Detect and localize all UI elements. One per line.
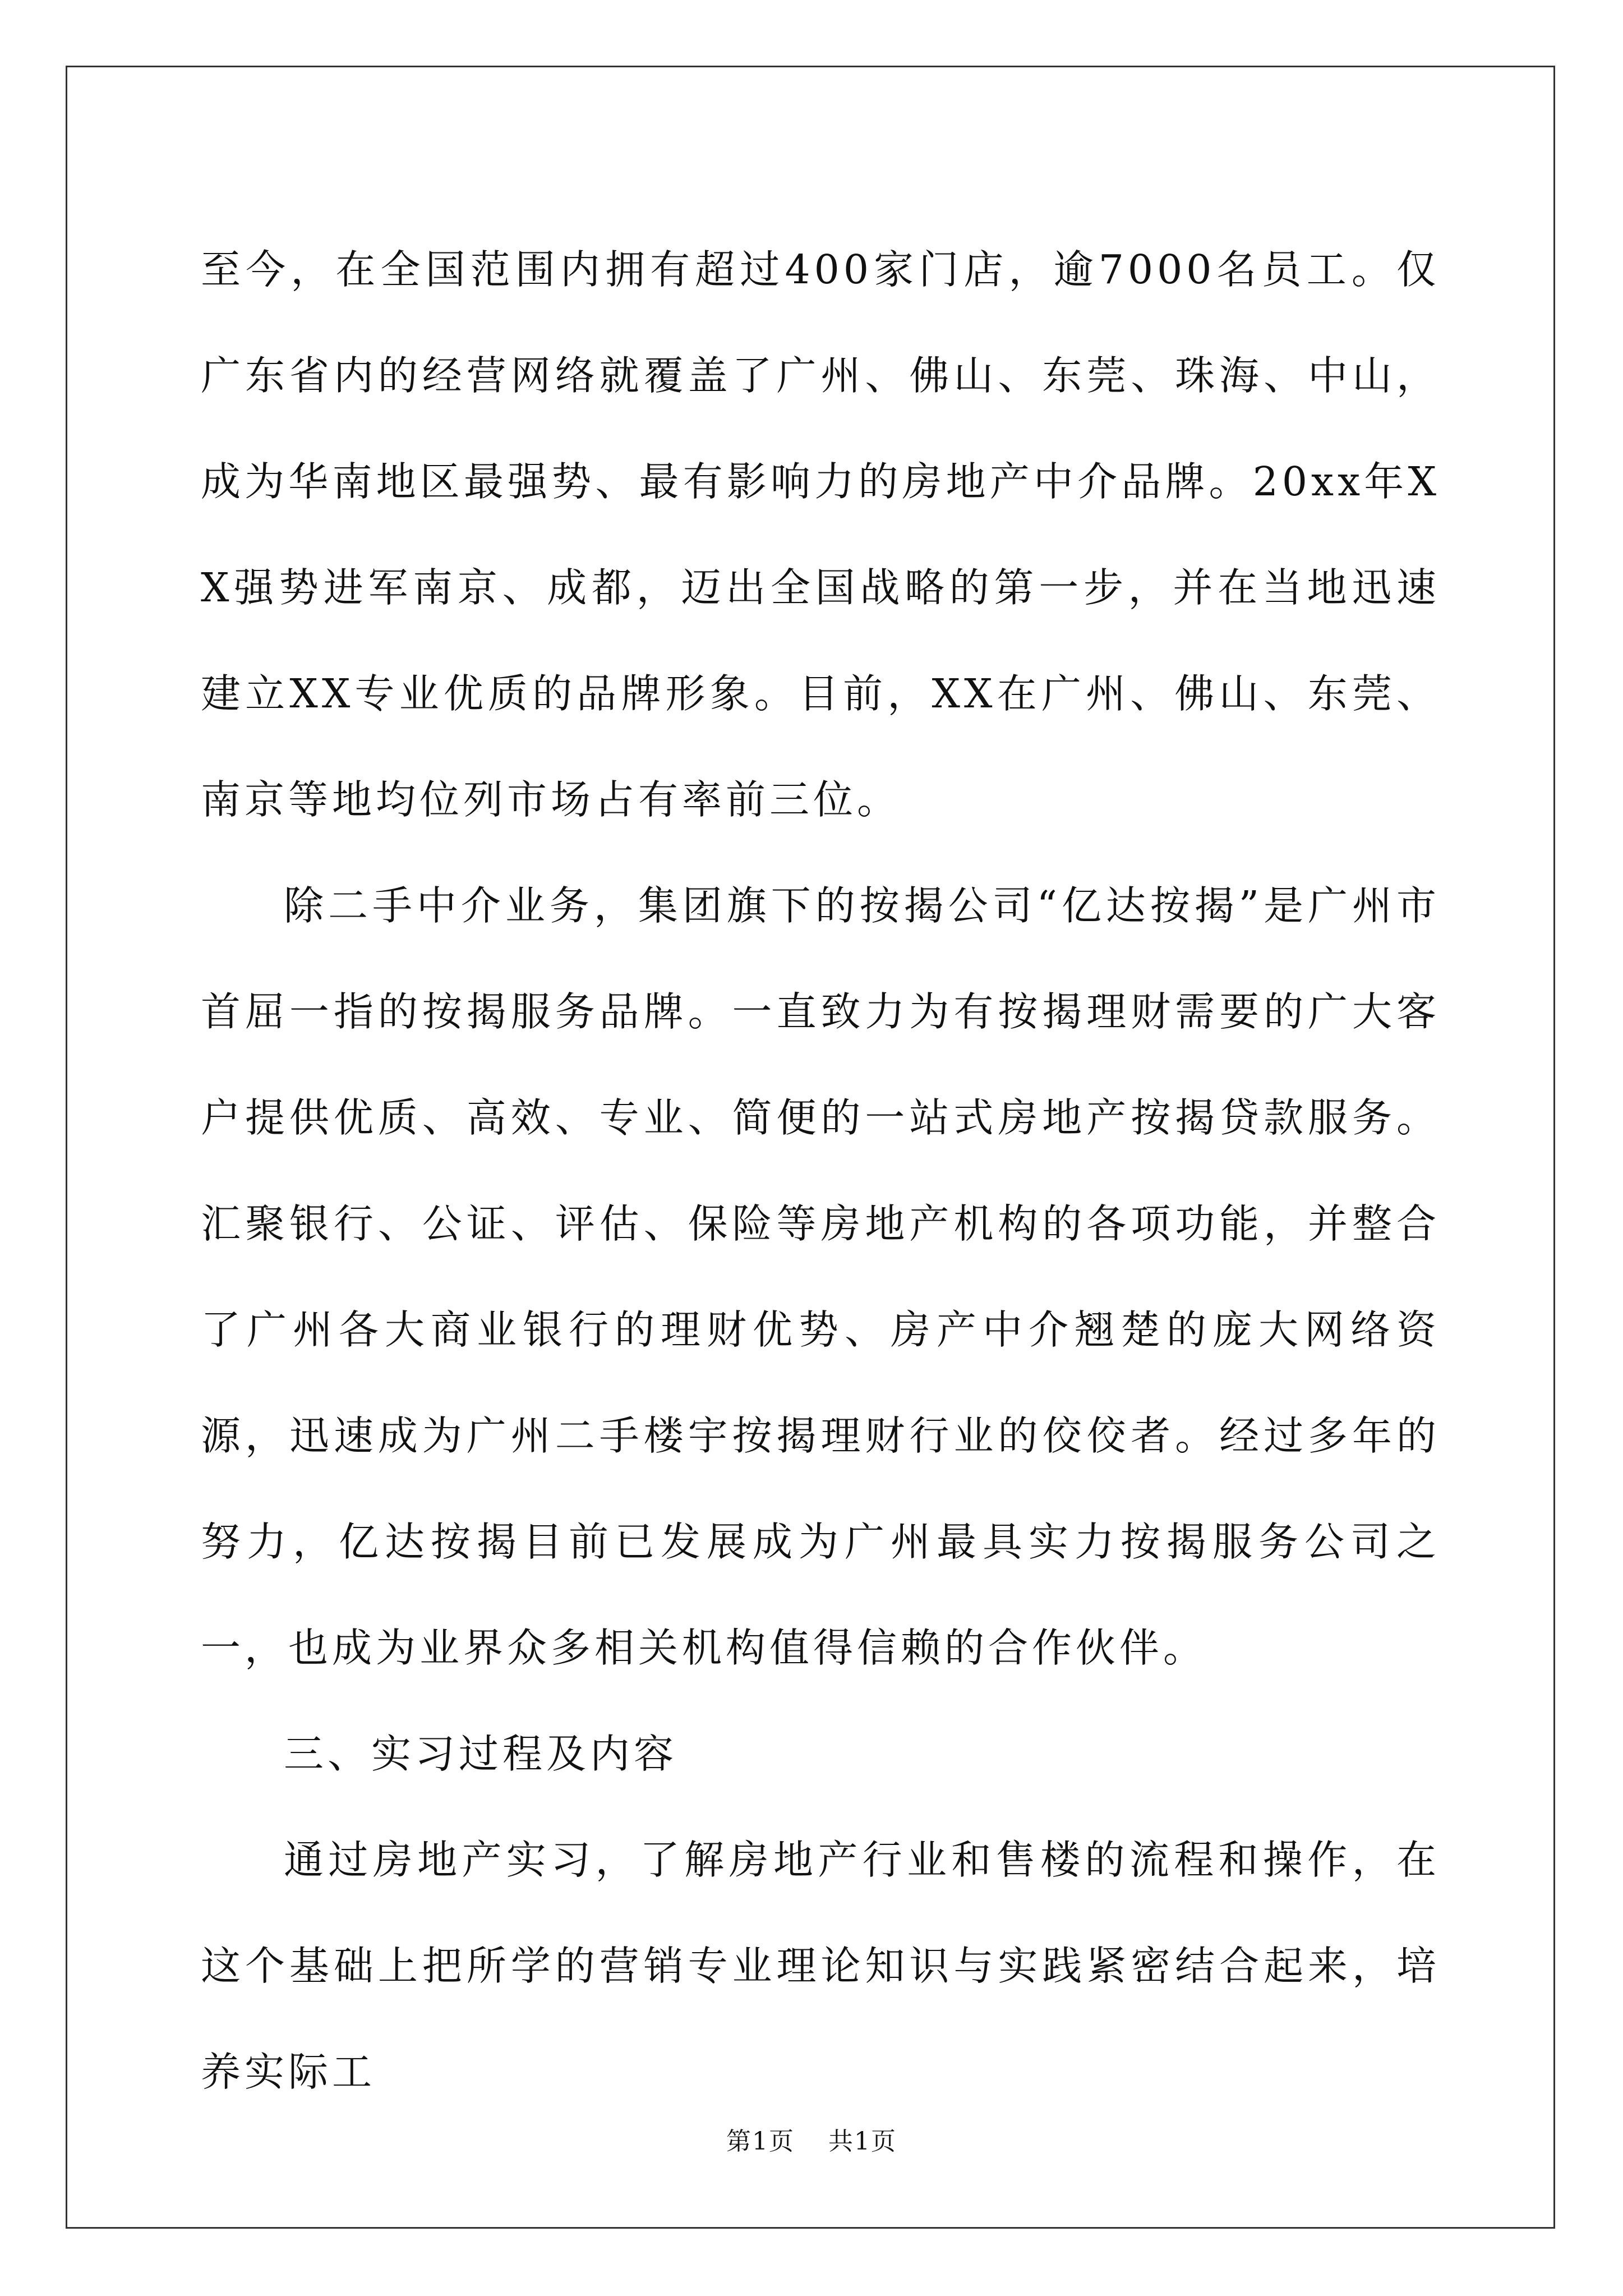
page-number: 第1页	[726, 2127, 795, 2156]
page-footer	[0, 2125, 1623, 2159]
document-body	[201, 217, 1440, 2125]
paragraph-company-overview: 至今，在全国范围内拥有超过400家门店，逾7000名员工。仅广东省内的经营网络就覆盖了广州、佛山、东莞、珠海、中山，成为华南地区最强势、最有影响力的房地产中介品牌。20xx年XX强势进军南京、成都，迈出全国战略的第一步，并在当地迅速建立XX专业优质的品牌形象。目前，XX在广州、佛山、东莞、南京等地均位列市场占有率前三位。	[201, 246, 1440, 823]
section-heading-internship-process: 三、实习过程及内容	[284, 1731, 678, 1777]
paragraph-internship-intro: 通过房地产实习，了解房地产行业和售楼的流程和操作，在这个基础上把所学的营销专业理论知识与实践紧密结合起来，培养实际工	[201, 1837, 1440, 2095]
paragraph-mortgage-business: 除二手中介业务，集团旗下的按揭公司“亿达按揭”是广州市首屈一指的按揭服务品牌。一直致力为有按揭理财需要的广大客户提供优质、高效、专业、简便的一站式房地产按揭贷款服务。汇聚银行、公证、评估、保险等房地产机构的各项功能，并整合了广州各大商业银行的理财优势、房产中介翘楚的庞大网络资源，迅速成为广州二手楼宇按揭理财行业的佼佼者。经过多年的努力，亿达按揭目前已发展成为广州最具实力按揭服务公司之一，也成为业界众多相关机构值得信赖的合作伙伴。	[201, 882, 1440, 1671]
page-total: 共1页	[828, 2127, 897, 2156]
